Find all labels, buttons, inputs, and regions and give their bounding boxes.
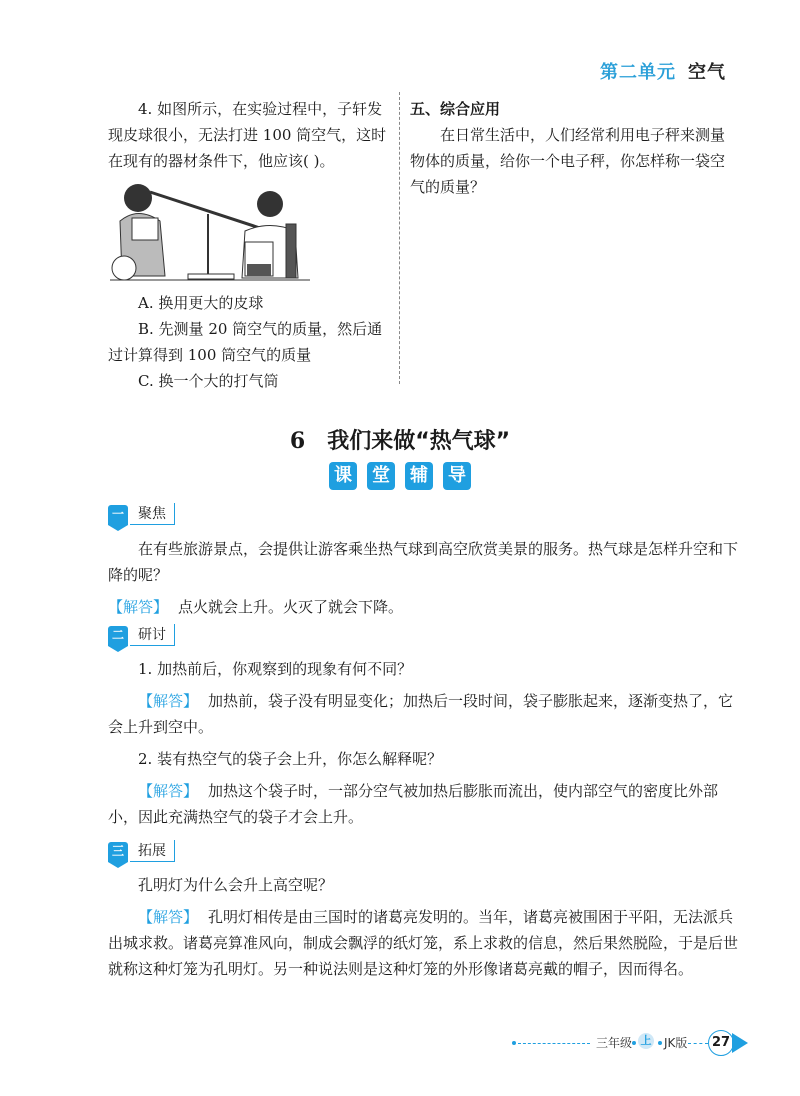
section-tag-extension [108,840,738,862]
edition-label: JK版 [664,1036,688,1050]
discussion-question-2: 2. 装有热空气的袋子会上升，你怎么解释呢？ [138,750,443,768]
extension-question: 孔明灯为什么会升上高空呢？ [138,876,334,894]
discussion-block [108,656,738,830]
badge-char: 辅 [405,462,433,490]
section-tag-focus [108,503,738,525]
option-c: C. 换一个大的打气筒 [138,372,279,390]
section-title-comprehensive: 五、综合应用 [410,100,501,118]
option-b: B. 先测量 20 筒空气的质量，然后通过计算得到 100 筒空气的质量 [108,320,383,364]
dot-icon [512,1041,516,1045]
answer-text: 加热前，袋子没有明显变化；加热后一段时间，袋子膨胀起来，逐渐变热了，它会上升到空中。 [108,692,734,736]
shield-number-icon: 一 [108,505,128,525]
dashed-line [518,1043,590,1044]
badge-char: 堂 [367,462,395,490]
discussion-answer-2 [108,778,738,830]
dot-icon [658,1041,662,1045]
right-column [410,96,730,200]
classroom-guide-badges [0,462,800,490]
option-a: A. 换用更大的皮球 [138,294,264,312]
options-list [108,290,390,394]
lesson-name: 我们来做“热气球” [327,429,511,454]
shield-number-icon: 二 [108,626,128,646]
question-4: 4. 如图所示，在实验过程中，子轩发现皮球很小，无法打进 100 筒空气，这时在现有的器材条件下，他应该( )。 [108,100,387,170]
unit-header [600,58,726,84]
shield-number-icon: 三 [108,842,128,862]
left-column [108,96,390,174]
page-footer [512,1030,752,1056]
badge-char: 课 [329,462,357,490]
grade-label: 三年级 [596,1036,633,1050]
page-number: 27 [708,1030,734,1056]
discussion-question-1: 1. 加热前后，你观察到的现象有何不同？ [138,660,413,678]
lesson-title [0,424,800,455]
answer-text: 孔明灯相传是由三国时的诸葛亮发明的。当年，诸葛亮被围困于平阳，无法派兵出城求救。诸葛亮算准风向，制成会飘浮的纸灯笼，系上求救的信息，然后果然脱险，于是后世就称这种灯笼为孔明灯。另一种说法则是这种灯笼的外形像诸葛亮戴的帽子，因而得名。 [108,908,739,978]
unit-label: 第二单元 [600,62,676,83]
lesson-number: 6 [289,428,306,454]
extension-block [108,872,738,982]
answer-label: 【解答】 [138,692,199,710]
section-label: 研讨 [130,624,175,646]
answer-label: 【解答】 [138,782,199,800]
focus-question: 在有些旅游景点，会提供让游客乘坐热气球到高空欣赏美景的服务。热气球是怎样升空和下降的呢？ [108,540,739,584]
answer-text: 点火就会上升。火灭了就会下降。 [178,598,404,616]
section-tag-discussion [108,624,738,646]
experiment-illustration [110,176,310,286]
section-label: 聚焦 [130,503,175,525]
dashed-line [688,1043,708,1044]
focus-answer [108,594,738,620]
answer-text: 加热这个袋子时，一部分空气被加热后膨胀而流出，使内部空气的密度比外部小，因此充满热空气的袋子才会上升。 [108,782,719,826]
term-badge: 上 [638,1033,654,1049]
column-divider [399,92,400,384]
discussion-answer-1 [108,688,738,740]
section-label: 拓展 [130,840,175,862]
answer-label: 【解答】 [138,908,199,926]
balance-experiment-icon [110,176,310,286]
badge-char: 导 [443,462,471,490]
unit-topic: 空气 [688,62,726,83]
arrow-right-icon [732,1033,748,1053]
comprehensive-question: 在日常生活中，人们经常利用电子秤来测量物体的质量，给你一个电子秤，你怎样称一袋空气的质量？ [410,126,726,196]
answer-label: 【解答】 [108,598,169,616]
extension-answer [108,904,738,982]
focus-block [108,536,738,620]
dot-icon [632,1041,636,1045]
